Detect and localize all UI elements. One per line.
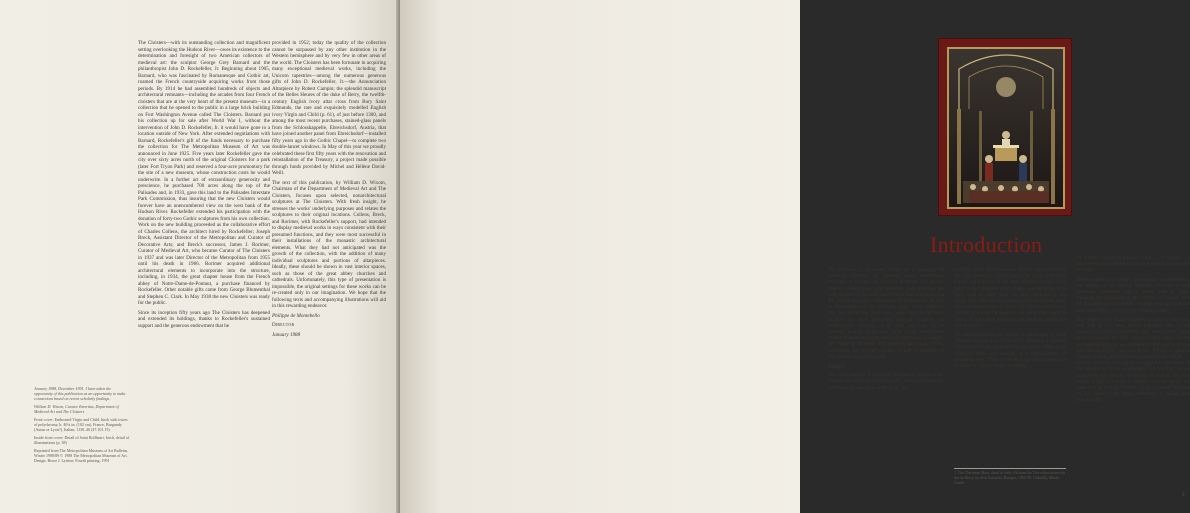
intro-paragraph-6: Another approach to images, an empathic one centered on the attitude of the devout beholder, involved a deep emotional experience and a certain state of mind. Although not prominent in the writings on images until the thirteenth and fourteenth centuries, this approach had been described by Gregory the Great in a letter: <box>1076 277 1190 314</box>
intro-paragraph-4: The theological basis for images as enunciated by Saint Thomas Aquinas (ca. 1225–1274) included a twofold relationship of the worshiper to an image, first, as an object in itself, and second, as a representation of something else. "Thus . . . we must say that no reverence is shown to Christ's image as a thing— <box>954 333 1066 370</box>
intro-column-2 <box>954 268 1066 373</box>
page-number: 3 <box>1182 493 1185 498</box>
illuminated-manuscript-plate <box>938 38 1072 216</box>
credits-sidenote <box>34 386 130 466</box>
images-subheading: Images <box>828 364 846 371</box>
foreword-column-1 <box>138 40 270 332</box>
sidenote-5: Reprinted from The Metropolitan Museum of Art Bulletin, Winter 1988/89 © 1988 The Metropolitan Museum of Art. Design: Bruce J. Lyttton; Fourth printing, 1991 <box>34 448 128 463</box>
intro-quote: Your request [for images] pleases us greatly, since you seek with all your heart and all intentness Him, whose picture you wish to have before your eyes, so that, being so accustomed to the daily corporeal sight, when you see an image of Him you are inflamed in your soul by love to Him Whose picture you wish to see. We do no harm in wishing to show the invisible by means of the visible. . . . I know, however, that you do not appeal to the image of Our Saviour as if you worshipped God, but that you are warmed by the memory of the Son of God in His love, Whose image you desire to behold. And we should not kneel in front of it as if before a deity, but adore Him that we, by means of the image, remember as having been born, having <box>1076 317 1190 404</box>
left-page <box>0 0 400 513</box>
intro-paragraph-3: example, is the devotional and didactic one provided in the sixth century by Saint Gregory the Great (540–604), a pope and a Father of the early Western church: "One thing is the adoration of an image, another thing is to learn what to adore from the story rendered by the image. For what the Scripture teaches those who read, this same image shows to those who cannot read but see; because in it even the ignorant see whom they ought to follow; in the image those who do not know letters are able to read." <box>954 268 1066 329</box>
foreword-paragraph-3: provided in 1952; today the quality of the collection cannot be surpassed by any other institution in the Western hemisphere and by very few in other areas of the world. The Cloisters has been fortunate in acquiring many exceptional medieval works, including the Unicorn tapestries—among the numerous generous gifts of John D. Rockefeller, Jr.—the Annunciation Altarpiece by Robert Campin; the splendid manuscript of the Belles Heures of the duke of Berry, the twelfth-century English ivory altar cross from Bury Saint Edmunds, the rare and exquisitely modelled English ivory Virgin and Child (p. 61), of just before 1300, and among the most recent purchases, stained-glass panels from the Schlosskappelle, Ebreichsdorf, Austria, that have joined another panel from Ebreichsdorf—installed fifty years ago in the Gothic Chapel—to complete two double-lancet windows. In May of this year we proudly celebrated these first fifty years with the renovation and reinstallation of the Treasury, a project made possible through funds provided by Michel and Hélène David-Weill. <box>272 40 386 176</box>
intro-column-1 <box>828 268 944 395</box>
sidenote-4: Inside front cover: Detail of Saint Bollheart, birch, detail of illuminations (p. 38) <box>34 435 130 445</box>
foreword-date: January 1988 <box>272 331 301 338</box>
plate-frame <box>947 47 1065 209</box>
plate-caption-footnote: 1. The Christmas Mass, detail of folio 11b from the Très riches heures du duc de Berry, by Jean Colombe, Bourges, 1485–89. Chantilly, Musée Condé <box>954 468 1066 485</box>
introduction-heading: Introduction <box>930 232 1043 257</box>
sidenote-1: January 1988, December 1991. I have taken the opportunity of this publication as an opportunity to make connections based on recent scholarly findings. <box>34 386 126 401</box>
intro-paragraph-2: The prime purpose of medieval Christian art was to render tangible the teachings of the Church. The most frequently cited basis for narrative works of art, for <box>828 373 944 391</box>
intro-column-3 <box>1076 256 1190 408</box>
foreword-column-2 <box>272 40 386 341</box>
director-signature: Philippe de Montebello <box>272 312 320 319</box>
director-title: Director <box>272 322 295 328</box>
foreword-paragraph-2: Since its inception fifty years ago The Cloisters has deepened and extended its holdings, thanks to Rockefeller's sustained support and the generous endowment that he <box>138 309 270 329</box>
sidenote-3: Front cover: Enthroned Virgin and Child, birch with traces of polychromy, h. 40¼ in. (102 cm), France, Burgundy (Autun or Lyon?), Italian, 1130–40 (47.101.15) <box>34 417 128 432</box>
intro-paragraph-5: for instance, carved or painted wood . . . it follows . . . that reverence should be shown to it insofar only as it is an image." <box>1076 256 1190 274</box>
right-page <box>400 0 1190 513</box>
sidenote-2: William D. Wixom, Curator Emeritus, Department of Medieval Art and The Cloisters <box>34 404 119 414</box>
manuscript-illustration <box>949 49 1063 207</box>
foreword-paragraph-4: The text of this publication, by William D. Wixom, Chairman of the Department of Medieval Art and The Cloisters, focuses upon selected, nonarchitectural sculptures at The Cloisters. With fresh insight, he stresses the works' underlying purposes and relates the sculptures to their original locations. Collens, Breck, and Rorimer, with Rockefeller's support, had intended to display medieval works in ways consistent with their presumed functions, and they were most successful in their installations of the monastic architectural elements. What they had not anticipated was the growth of the collection, with the addition of many individual sculptures and portions of altarpieces. Ideally, these should be shown in vast interior spaces, such as those of the great abbey churches and cathedrals. Unfortunately, this type of presentation is impossible, the original settings for these works can be re-created only in our imagination. We hope that the following texts and accompanying illustrations will aid in this rewarding endeavor. <box>272 179 386 309</box>
intro-paragraph-1: The Cloisters is renowned chiefly as a repository of medieval Christian art featuring major architectural elements, a treasury of precious liturgical and secular objects, stained glass, and tapestries. Less attention has been focused on the collection of individual sculptures that are, for the most part, independent of architecture. As will be demonstrated in the following pages, these sculptures may be understood more fully when they are grouped roughly by their presumed original locations in ecclesiastical buildings or by their functions. As an essential general background, some initial observations should be made regarding medieval approaches to images, the range of locations and subjects, patronage, artists, workshops, and stylistic changes, as well as questions of loss, preservation, and quality. <box>828 268 944 360</box>
foreword-paragraph-1: The Cloisters—with its outstanding collection and magnificent setting overlooking the Hudson River—owes its existence to the determination and foresight of two American collectors of medieval art: the sculptor George Grey Barnard and the philanthropist John D. Rockefeller, Jr. Beginning about 1905, Barnard, who was fascinated by Romanesque and Gothic art, roamed the French countryside acquiring works from those periods. By 1914 he had assembled hundreds of objects and architectural remnants—including the arcades from four French cloisters that are at the very heart of the present museum—in a collection that he opened to the public in a large brick building on Fort Washington Avenue called The Cloisters. Barnard put his collection up for sale after World War I, without the intervention of John D. Rockefeller, Jr. it would have gone to a location outside of New York. After extended negotiations with Barnard, Rockefeller's gift of the funds necessary to purchase the collection for The Metropolitan Museum of Art was announced in June 1925. Five years later Rockefeller gave the city over sixty acres north of the original Cloisters for a park (later Fort Tryon Park) and reserved a four-acre promontory for the site of a new museum, whose construction costs he would underwrite. In a further act of extraordinary generosity and prescience, he purchased 700 acres along the top of the Palisades and, in 1933, gave this land to the Palisades Interstate Park Commission, thus insuring that the new Cloisters would forever have an unencumbered view on the west bank of the Hudson River. Rockefeller extended his participation with the donation of forty-two Gothic sculptures from his own collection. Work on the new building proceeded as the collaborative effort of Charles Collens, the architect hired by Rockefeller; Joseph Breck, Assistant Director of the Metropolitan and Curator of Decorative Arts; and Breck's successor, James J. Rorimer, Curator of Medieval Art, who became Curator of The Cloisters in 1937 and was later Director of the Metropolitan from 1955 until his death in 1966. Rorimer acquired additional architectural elements to incorporate into the structure, including, in 1934, the great chapter house from the French abbey of Notre-Dame-de-Pontaut, a purchase financed by Rockefeller. Other notable gifts came from George Blumenthal and Stephen C. Clark. In May 1938 the new Cloisters was ready for the public. <box>138 40 270 306</box>
